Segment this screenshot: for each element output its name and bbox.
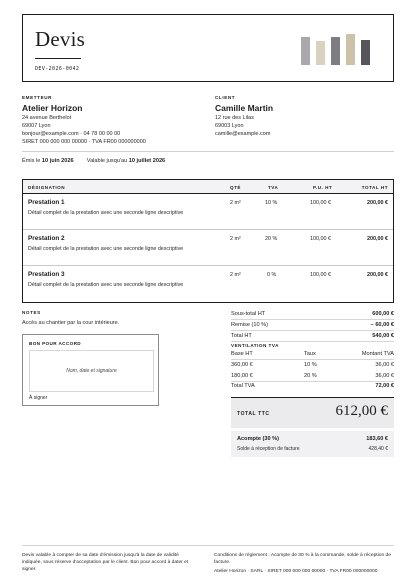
subtotal-label: Sous-total HT xyxy=(231,311,266,317)
total-ht-row xyxy=(231,333,394,339)
subtotal-row xyxy=(231,311,394,317)
line-items-table xyxy=(22,179,394,303)
title-rule xyxy=(35,58,81,59)
valid-date: 10 juillet 2026 xyxy=(128,158,166,164)
issuer-street: 24 avenue Berthelot xyxy=(22,115,72,121)
total-ttc-label: TOTAL TTC xyxy=(237,411,270,417)
issuer-legal: SIRET 000 000 000 00000 · TVA FR00 000000000 xyxy=(22,139,146,145)
vat-col-amount: Montant TVA xyxy=(361,351,394,357)
vat-row xyxy=(231,373,394,379)
item-title: Prestation 2 xyxy=(28,235,65,242)
document-title: Devis xyxy=(35,27,85,51)
item-qty: 2 m² xyxy=(230,200,241,206)
client-street: 12 rue des Lilas xyxy=(215,115,254,121)
signed-at: À signer xyxy=(29,395,48,401)
total-ttc-value: 612,00 € xyxy=(335,403,388,419)
brand-bar xyxy=(361,40,370,65)
notes-text: Accès au chantier par la cour intérieure. xyxy=(22,320,120,326)
divider xyxy=(231,381,394,382)
item-unit-price: 100,00 € xyxy=(310,272,331,278)
client-block xyxy=(215,95,273,137)
notes-label: NOTES xyxy=(22,310,41,315)
item-title: Prestation 1 xyxy=(28,199,65,206)
col-qty: QTÉ xyxy=(230,185,241,190)
client-name: Camille Martin xyxy=(215,103,274,113)
issued-prefix: Émis le xyxy=(22,158,41,164)
vat-amount: 36,00 € xyxy=(375,373,394,379)
total-vat-label: Total TVA xyxy=(231,383,255,389)
divider xyxy=(22,151,394,152)
vat-breakdown-header xyxy=(231,351,394,357)
issuer-name: Atelier Horizon xyxy=(22,103,83,113)
total-ttc-box xyxy=(231,397,394,428)
item-total: 200,00 € xyxy=(367,236,388,242)
client-label: CLIENT xyxy=(215,95,236,100)
table-header xyxy=(23,180,393,194)
divider xyxy=(231,319,394,320)
total-ht-label: Total HT xyxy=(231,333,252,339)
brand-bar xyxy=(331,37,340,65)
item-vat: 10 % xyxy=(265,200,278,206)
vat-rate: 10 % xyxy=(304,362,317,368)
col-total: TOTAL HT xyxy=(361,185,388,190)
discount-label: Remise (10 %) xyxy=(231,322,268,328)
footer-terms-block xyxy=(214,552,394,575)
discount-value: – 60,00 € xyxy=(370,322,394,328)
client-city: 69003 Lyon xyxy=(215,123,244,129)
table-row xyxy=(23,266,393,302)
issuer-contact[interactable]: bonjour@example.com · 04 78 00 00 00 xyxy=(22,131,121,137)
footer-terms: Conditions de règlement : Acompte de 30 % à la commande, solde à réception de facture. xyxy=(214,553,391,565)
item-total: 200,00 € xyxy=(367,272,388,278)
quote-dates xyxy=(22,158,165,164)
issuer-label: EMETTEUR xyxy=(22,95,53,100)
deposit-value: 183,60 € xyxy=(366,436,388,442)
signature-placeholder: Nom, date et signature xyxy=(66,368,117,374)
issuer-block xyxy=(22,95,146,145)
divider xyxy=(231,341,394,342)
balance-label: Solde à réception de facture xyxy=(237,446,300,452)
quote-reference: DEV-2026-0042 xyxy=(35,66,80,72)
vat-col-rate: Taux xyxy=(304,351,316,357)
item-qty: 2 m² xyxy=(230,272,241,278)
item-description: Détail complet de la prestation avec une seconde ligne descriptive xyxy=(28,282,184,288)
vat-row xyxy=(231,362,394,368)
vat-base: 180,00 € xyxy=(231,373,253,379)
table-row xyxy=(23,194,393,230)
col-designation: DÉSIGNATION xyxy=(28,185,66,190)
item-unit-price: 100,00 € xyxy=(310,200,331,206)
item-unit-price: 100,00 € xyxy=(310,236,331,242)
col-vat: TVA xyxy=(268,185,279,190)
item-vat: 0 % xyxy=(267,272,277,278)
item-description: Détail complet de la prestation avec une seconde ligne descriptive xyxy=(28,210,184,216)
divider xyxy=(231,359,394,360)
deposit-box xyxy=(231,431,394,457)
vat-base: 360,00 € xyxy=(231,362,253,368)
subtotal-value: 600,00 € xyxy=(372,311,394,317)
table-row xyxy=(23,230,393,266)
brand-bar xyxy=(346,34,355,65)
footer-divider xyxy=(22,545,394,546)
quote-header xyxy=(22,14,394,82)
divider xyxy=(231,330,394,331)
col-unit-price: P.U. HT xyxy=(313,185,333,190)
discount-row xyxy=(231,322,394,328)
issuer-city: 69007 Lyon xyxy=(22,123,51,129)
approval-label: BON POUR ACCORD xyxy=(29,341,82,346)
total-vat-row xyxy=(231,383,394,389)
item-description: Détail complet de la prestation avec une seconde ligne descriptive xyxy=(28,246,184,252)
brand-bar xyxy=(301,37,310,65)
signature-area[interactable] xyxy=(29,350,154,392)
vat-breakdown-label: VENTILATION TVA xyxy=(231,343,279,348)
total-vat-value: 72,00 € xyxy=(375,383,394,389)
total-ht-value: 540,00 € xyxy=(372,333,394,339)
item-total: 200,00 € xyxy=(367,200,388,206)
deposit-label: Acompte (30 %) xyxy=(237,436,279,442)
item-vat: 20 % xyxy=(265,236,278,242)
item-title: Prestation 3 xyxy=(28,271,65,278)
approval-box xyxy=(22,334,159,406)
vat-rate: 20 % xyxy=(304,373,317,379)
balance-value: 428,40 € xyxy=(368,446,388,452)
brand-bar xyxy=(316,41,325,65)
item-qty: 2 m² xyxy=(230,236,241,242)
vat-amount: 36,00 € xyxy=(375,362,394,368)
brand-bars-logo xyxy=(301,33,375,65)
footer-company: Atelier Horizon · SARL · SIRET 000 000 000 00000 · TVA FR00 000000000 xyxy=(214,569,378,574)
client-email[interactable]: camille@example.com xyxy=(215,131,271,137)
valid-prefix: Valable jusqu'au xyxy=(86,158,128,164)
vat-col-base: Base HT xyxy=(231,351,253,357)
footer-validity: Devis valable à compter de sa date d'émission jusqu'à la date de validité indiquée, sous réserve d'acceptation par le client. Bon pour accord à dater et signer. xyxy=(22,553,189,572)
issued-date: 10 juin 2026 xyxy=(41,158,74,164)
